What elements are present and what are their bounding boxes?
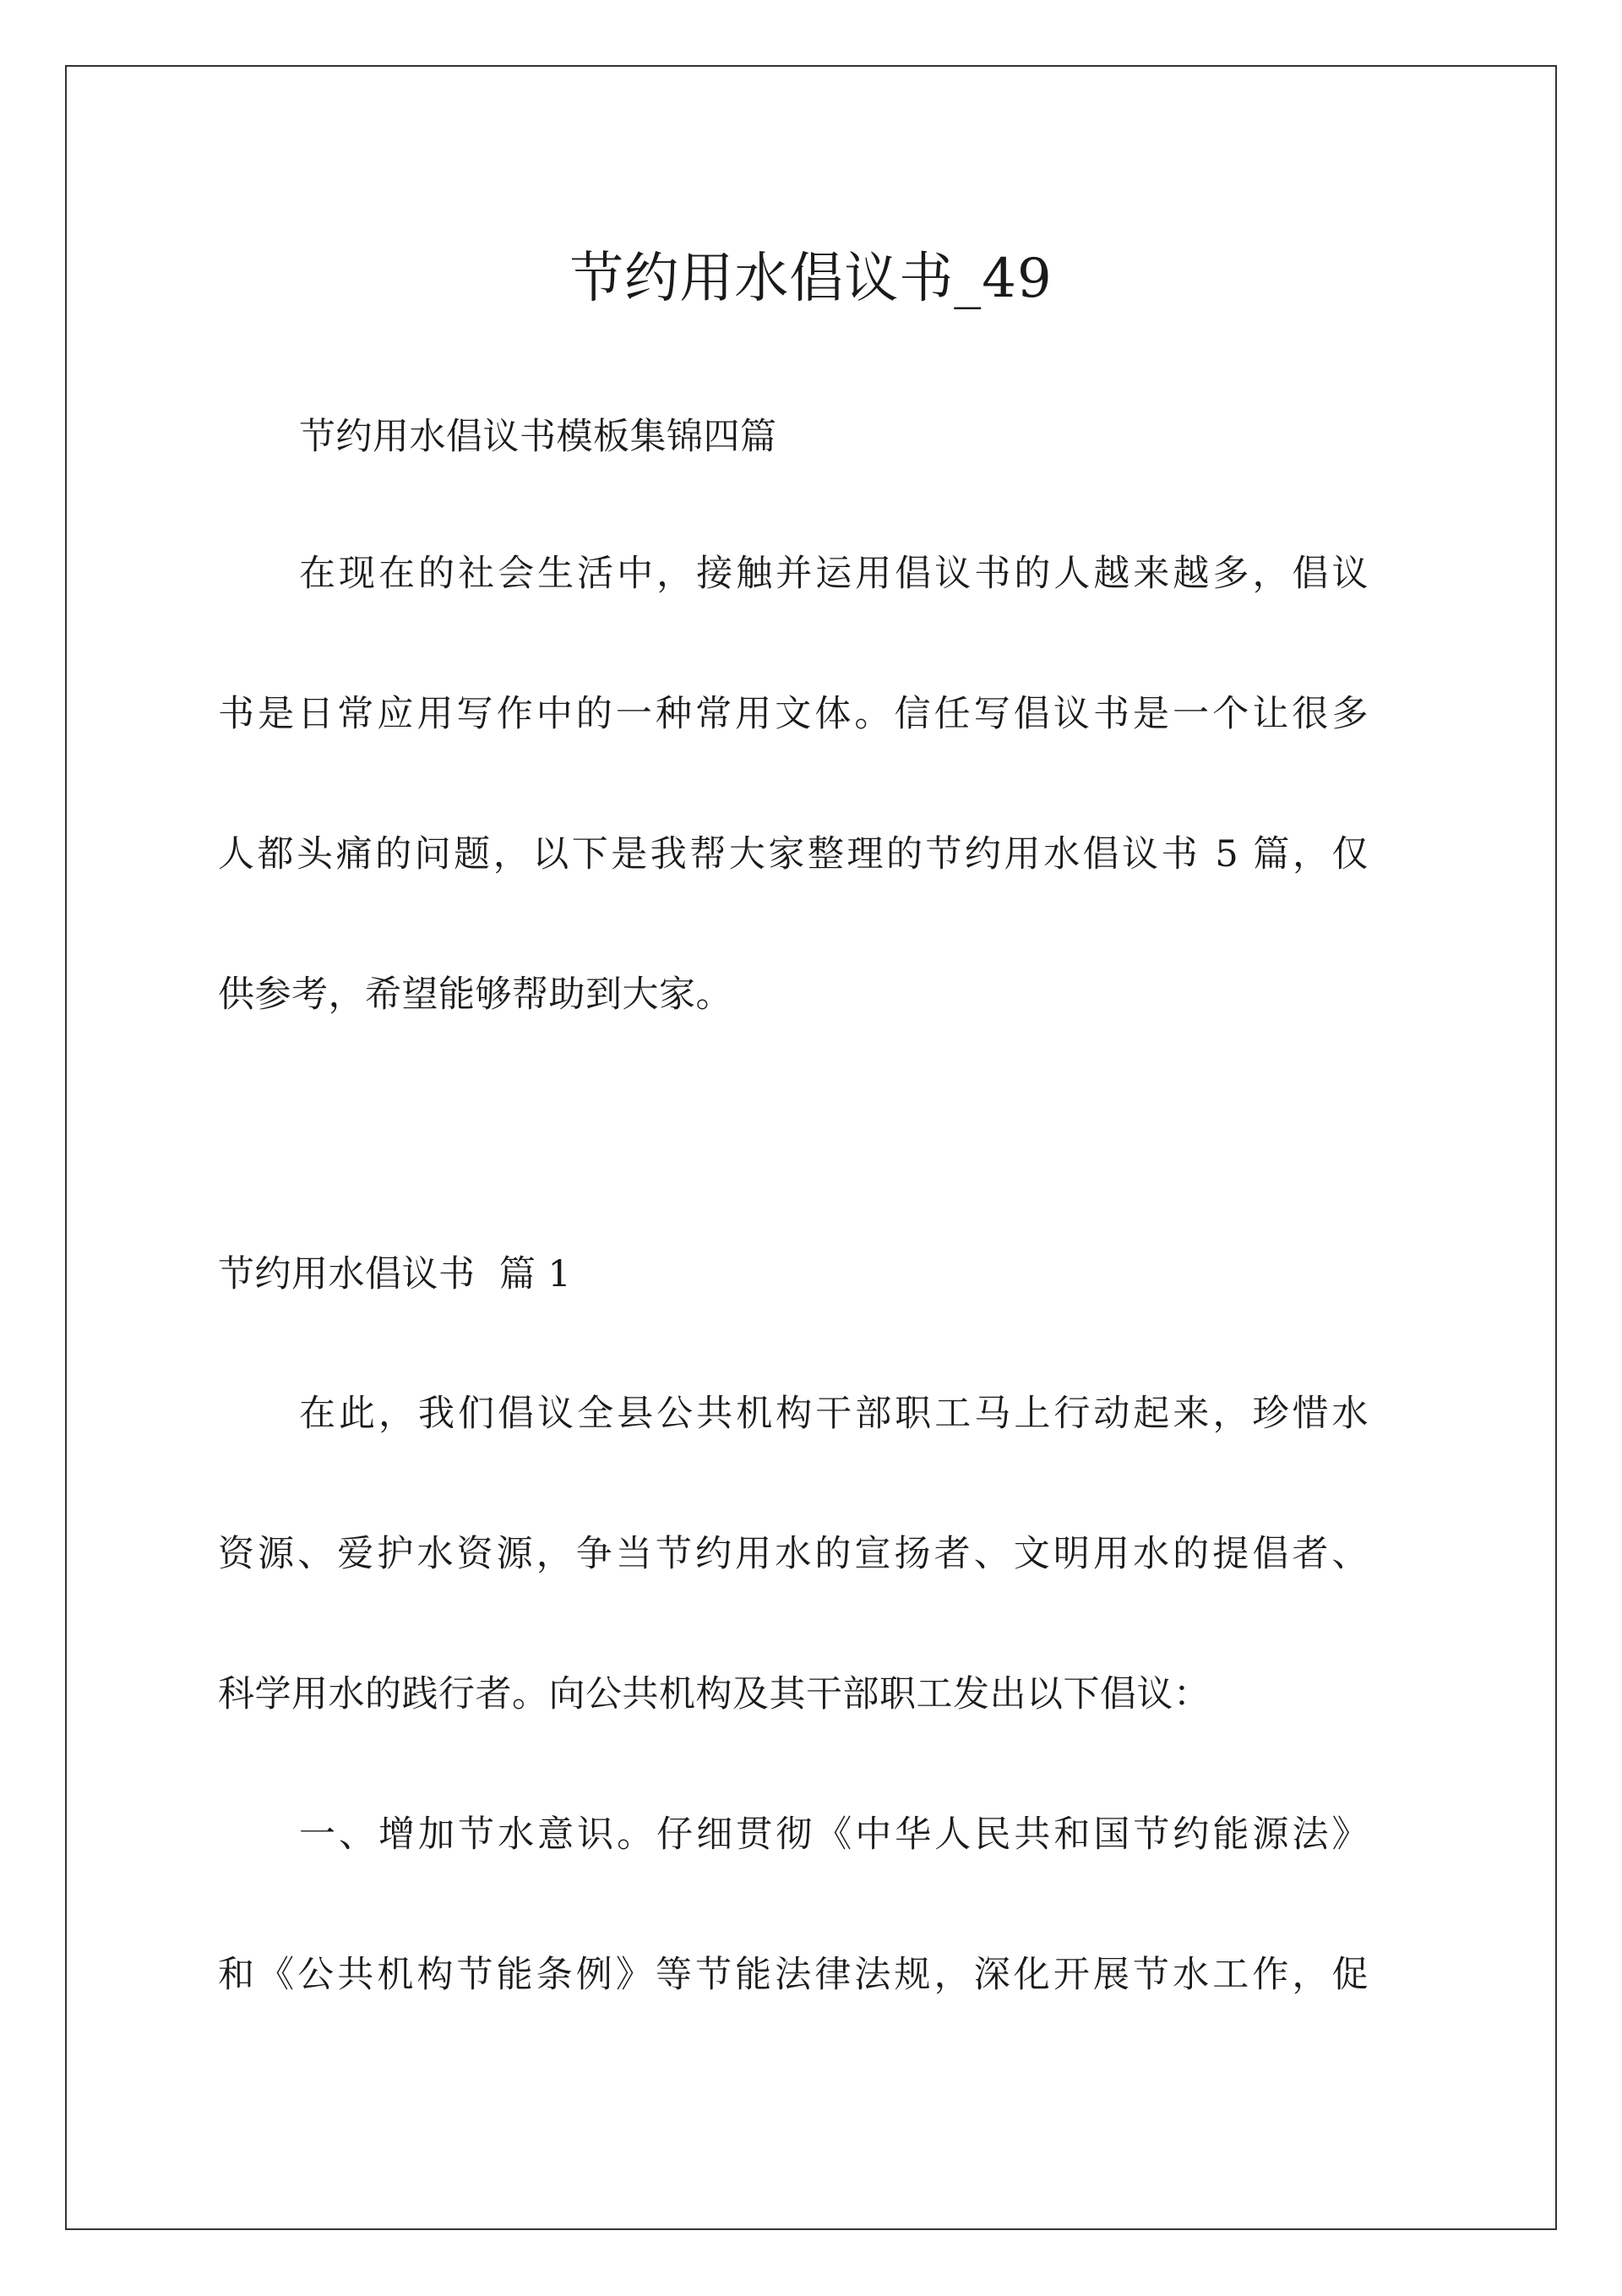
intro-line-2: 书是日常应用写作中的一种常用文体。信任写倡议书是一个让很多 <box>218 693 1369 735</box>
para1-line-3: 科学用水的践行者。向公共机构及其干部职工发出以下倡议： <box>218 1673 1211 1715</box>
para2-line-2: 和《公共机构节能条例》等节能法律法规，深化开展节水工作，促 <box>218 1954 1369 1996</box>
para2-line-1: 一、增加节水意识。仔细贯彻《中华人民共和国节约能源法》 <box>299 1813 1369 1856</box>
section-heading: 节约用水倡议书 篇 1 <box>218 1253 572 1295</box>
document-subtitle: 节约用水倡议书模板集锦四篇 <box>299 416 777 458</box>
intro-line-4: 供参考，希望能够帮助到大家。 <box>218 973 732 1016</box>
document-title: 节约用水倡议书_49 <box>569 248 1053 310</box>
intro-line-1: 在现在的社会生活中，接触并运用倡议书的人越来越多，倡议 <box>299 553 1369 595</box>
para1-line-1: 在此，我们倡议全县公共机构干部职工马上行动起来，珍惜水 <box>299 1393 1369 1435</box>
page-border <box>65 65 1557 2230</box>
intro-line-3: 人都头痛的问题，以下是我帮大家整理的节约用水倡议书 5 篇，仅 <box>218 833 1369 875</box>
para1-line-2: 资源、爱护水资源，争当节约用水的宣扬者、文明用水的提倡者、 <box>218 1533 1369 1575</box>
